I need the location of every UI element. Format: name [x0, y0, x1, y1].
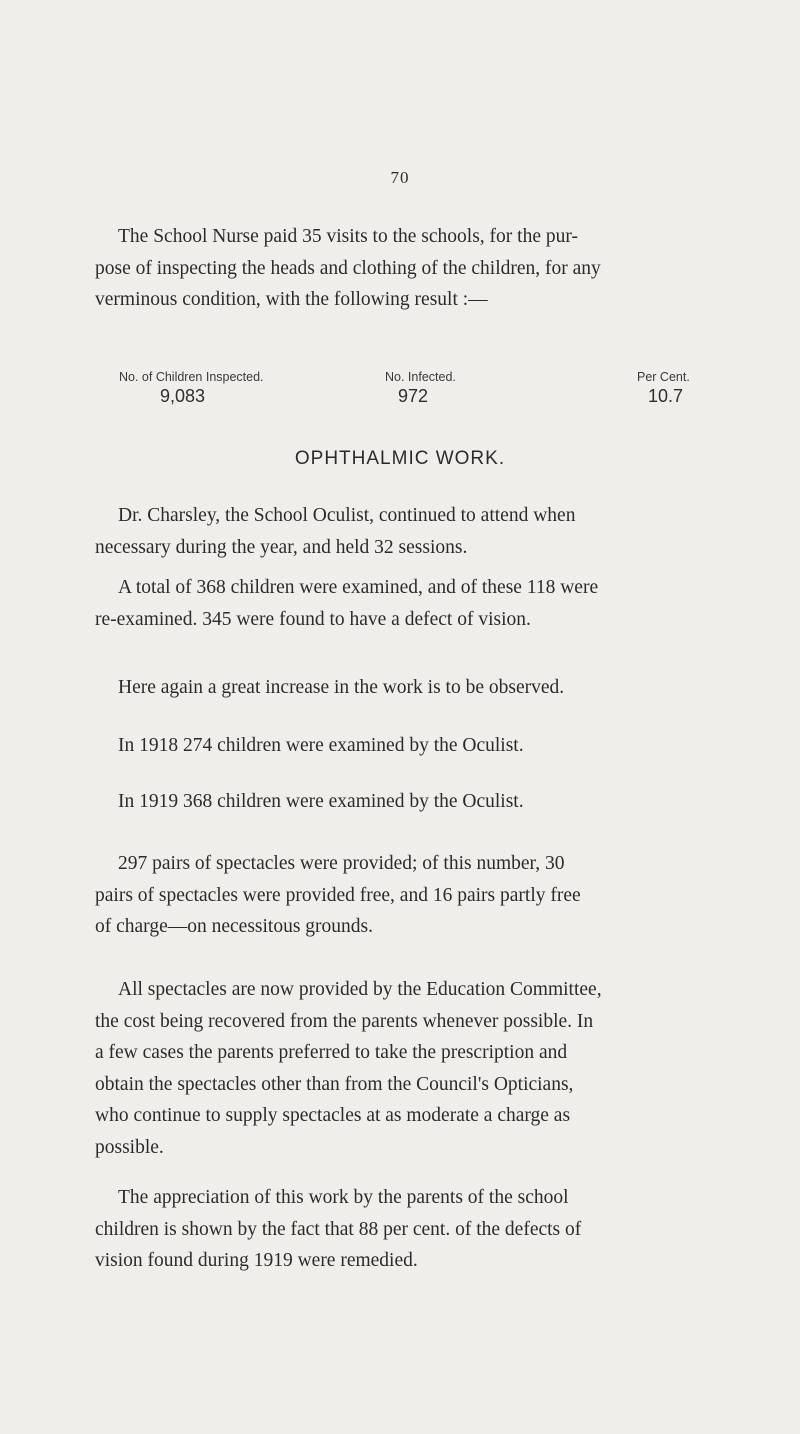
table-header-inspected: No. of Children Inspected.: [119, 370, 264, 384]
table-header-percent: Per Cent.: [637, 370, 690, 384]
paragraph-line: All spectacles are now provided by the Education Committee,: [118, 979, 602, 1000]
paragraph-line: Dr. Charsley, the School Oculist, continued to attend when: [118, 505, 576, 526]
intro-line: verminous condition, with the following result :—: [95, 289, 488, 310]
paragraph-line: the cost being recovered from the parents whenever possible. In: [95, 1010, 594, 1032]
table-value-infected: 972: [398, 386, 429, 406]
paragraph-line: necessary during the year, and held 32 sessions.: [95, 536, 468, 558]
paragraph-total-examined: [95, 572, 738, 635]
intro-paragraph: [95, 221, 738, 316]
intro-line: The School Nurse paid 35 visits to the schools, for the pur-: [118, 226, 578, 247]
paragraph-line: who continue to supply spectacles at as moderate a charge as: [95, 1105, 571, 1126]
paragraph-line: a few cases the parents preferred to take the prescription and: [95, 1042, 568, 1063]
paragraph-spectacles-provided: [95, 848, 738, 943]
paragraph-line: pairs of spectacles were provided free, and 16 pairs partly free: [95, 884, 581, 906]
table-value-inspected: 9,083: [160, 386, 206, 406]
paragraph-line: vision found during 1919 were remedied.: [95, 1250, 418, 1271]
paragraph-line: The appreciation of this work by the parents of the school: [118, 1187, 569, 1208]
paragraph-oculist: [95, 500, 738, 563]
table-value-percent: 10.7: [648, 386, 684, 406]
paragraph-line: possible.: [95, 1136, 164, 1158]
paragraph-line: 297 pairs of spectacles were provided; of this number, 30: [118, 853, 565, 874]
paragraph-line: children is shown by the fact that 88 per cent. of the defects of: [95, 1218, 582, 1240]
paragraph-1919: In 1919 368 children were examined by the Oculist.: [118, 791, 524, 812]
paragraph-1918: In 1918 274 children were examined by the Oculist.: [118, 735, 524, 756]
intro-line: pose of inspecting the heads and clothing of the children, for any: [95, 257, 601, 279]
paragraph-increase: Here again a great increase in the work is to be observed.: [118, 677, 565, 698]
paragraph-line: obtain the spectacles other than from the Council's Opticians,: [95, 1073, 574, 1095]
table-header-infected: No. Infected.: [385, 370, 456, 384]
paragraph-education-committee: [95, 974, 738, 1163]
paragraph-line: of charge—on necessitous grounds.: [95, 916, 373, 937]
paragraph-appreciation: [95, 1182, 738, 1277]
section-heading: OPHTHALMIC WORK.: [294, 448, 506, 469]
page-number: 70: [390, 168, 410, 187]
paragraph-line: A total of 368 children were examined, and of these 118 were: [118, 577, 599, 598]
paragraph-line: re-examined. 345 were found to have a defect of vision.: [95, 608, 531, 630]
